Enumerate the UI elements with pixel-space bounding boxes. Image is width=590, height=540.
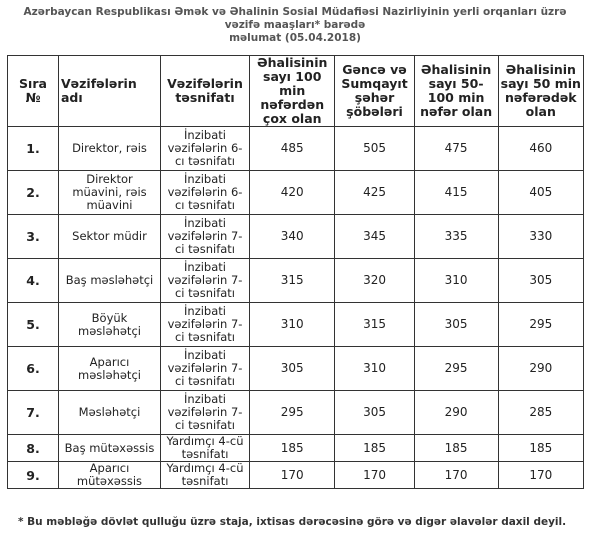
salary-50-100k: 335 xyxy=(414,215,498,259)
row-number: 2. xyxy=(8,171,59,215)
salary-ganja-sumgait: 505 xyxy=(335,127,414,171)
header-ganja-sumgait: Gəncə və Sumqayıt şəhər şöbələri xyxy=(335,56,414,127)
row-number: 7. xyxy=(8,391,59,435)
position-name: Baş mütəxəssis xyxy=(59,435,161,462)
classification: İnzibati vəzifələrin 7-ci təsnifatı xyxy=(161,347,250,391)
title-line-2: məlumat (05.04.2018) xyxy=(229,32,361,44)
header-position-name: Vəzifələrin adı xyxy=(59,56,161,127)
salary-over-100k: 485 xyxy=(250,127,335,171)
salary-under-50k: 460 xyxy=(498,127,583,171)
table-row xyxy=(8,171,584,215)
salary-over-100k: 170 xyxy=(250,462,335,489)
position-name: Direktor, rəis xyxy=(59,127,161,171)
classification: İnzibati vəzifələrin 6-cı təsnifatı xyxy=(161,127,250,171)
position-name: Aparıcı məsləhətçi xyxy=(59,347,161,391)
header-sira-no: Sıra № xyxy=(8,56,59,127)
salary-under-50k: 295 xyxy=(498,303,583,347)
salary-ganja-sumgait: 305 xyxy=(335,391,414,435)
table-row xyxy=(8,127,584,171)
document-title xyxy=(10,0,580,45)
header-pop-over-100k: Əhalisinin sayı 100 min nəfərdən çox olan xyxy=(250,56,335,127)
salary-under-50k: 185 xyxy=(498,435,583,462)
row-number: 8. xyxy=(8,435,59,462)
salary-over-100k: 310 xyxy=(250,303,335,347)
salary-50-100k: 185 xyxy=(414,435,498,462)
salary-50-100k: 310 xyxy=(414,259,498,303)
row-number: 5. xyxy=(8,303,59,347)
salary-over-100k: 185 xyxy=(250,435,335,462)
table-row xyxy=(8,259,584,303)
salary-over-100k: 420 xyxy=(250,171,335,215)
salary-under-50k: 330 xyxy=(498,215,583,259)
header-pop-50-100k: Əhalisinin sayı 50-100 min nəfər olan xyxy=(414,56,498,127)
table-row xyxy=(8,347,584,391)
salary-under-50k: 170 xyxy=(498,462,583,489)
header-row xyxy=(8,56,584,127)
classification: İnzibati vəzifələrin 7-ci təsnifatı xyxy=(161,215,250,259)
row-number: 9. xyxy=(8,462,59,489)
salary-under-50k: 305 xyxy=(498,259,583,303)
salary-under-50k: 285 xyxy=(498,391,583,435)
salary-50-100k: 305 xyxy=(414,303,498,347)
classification: Yardımçı 4-cü təsnifatı xyxy=(161,435,250,462)
header-classification: Vəzifələrin təsnifatı xyxy=(161,56,250,127)
salary-50-100k: 415 xyxy=(414,171,498,215)
position-name: Aparıcı mütəxəssis xyxy=(59,462,161,489)
table-row xyxy=(8,391,584,435)
header-pop-under-50k: Əhalisinin sayı 50 min nəfərədək olan xyxy=(498,56,583,127)
salary-under-50k: 290 xyxy=(498,347,583,391)
salary-ganja-sumgait: 185 xyxy=(335,435,414,462)
classification: İnzibati vəzifələrin 7-ci təsnifatı xyxy=(161,259,250,303)
footnote: * Bu məbləğə dövlət qulluğu üzrə staja, ixtisas dərəcəsinə görə və digər əlavələr daxil deyil. xyxy=(18,516,567,528)
salary-50-100k: 295 xyxy=(414,347,498,391)
classification: İnzibati vəzifələrin 6-cı təsnifatı xyxy=(161,171,250,215)
classification: Yardımçı 4-cü təsnifatı xyxy=(161,462,250,489)
title-line-1: Azərbaycan Respublikası Əmək və Əhalinin Sosial Müdafiəsi Nazirliyinin yerli orqanları üzrə vəzifə maaşları* barədə xyxy=(23,6,567,31)
salary-ganja-sumgait: 310 xyxy=(335,347,414,391)
row-number: 4. xyxy=(8,259,59,303)
table-row xyxy=(8,215,584,259)
salary-ganja-sumgait: 170 xyxy=(335,462,414,489)
table-row xyxy=(8,303,584,347)
salary-over-100k: 305 xyxy=(250,347,335,391)
row-number: 6. xyxy=(8,347,59,391)
salary-ganja-sumgait: 320 xyxy=(335,259,414,303)
salary-under-50k: 405 xyxy=(498,171,583,215)
classification: İnzibati vəzifələrin 7-ci təsnifatı xyxy=(161,303,250,347)
position-name: Direktor müavini, rəis müavini xyxy=(59,171,161,215)
position-name: Məsləhətçi xyxy=(59,391,161,435)
salary-ganja-sumgait: 315 xyxy=(335,303,414,347)
salary-ganja-sumgait: 425 xyxy=(335,171,414,215)
position-name: Böyük məsləhətçi xyxy=(59,303,161,347)
row-number: 3. xyxy=(8,215,59,259)
row-number: 1. xyxy=(8,127,59,171)
position-name: Sektor müdir xyxy=(59,215,161,259)
classification: İnzibati vəzifələrin 7-ci təsnifatı xyxy=(161,391,250,435)
salary-over-100k: 295 xyxy=(250,391,335,435)
salary-over-100k: 340 xyxy=(250,215,335,259)
salary-50-100k: 170 xyxy=(414,462,498,489)
salary-table xyxy=(7,55,584,489)
table-row xyxy=(8,462,584,489)
position-name: Baş məsləhətçi xyxy=(59,259,161,303)
table-row xyxy=(8,435,584,462)
salary-50-100k: 290 xyxy=(414,391,498,435)
salary-over-100k: 315 xyxy=(250,259,335,303)
salary-50-100k: 475 xyxy=(414,127,498,171)
salary-ganja-sumgait: 345 xyxy=(335,215,414,259)
